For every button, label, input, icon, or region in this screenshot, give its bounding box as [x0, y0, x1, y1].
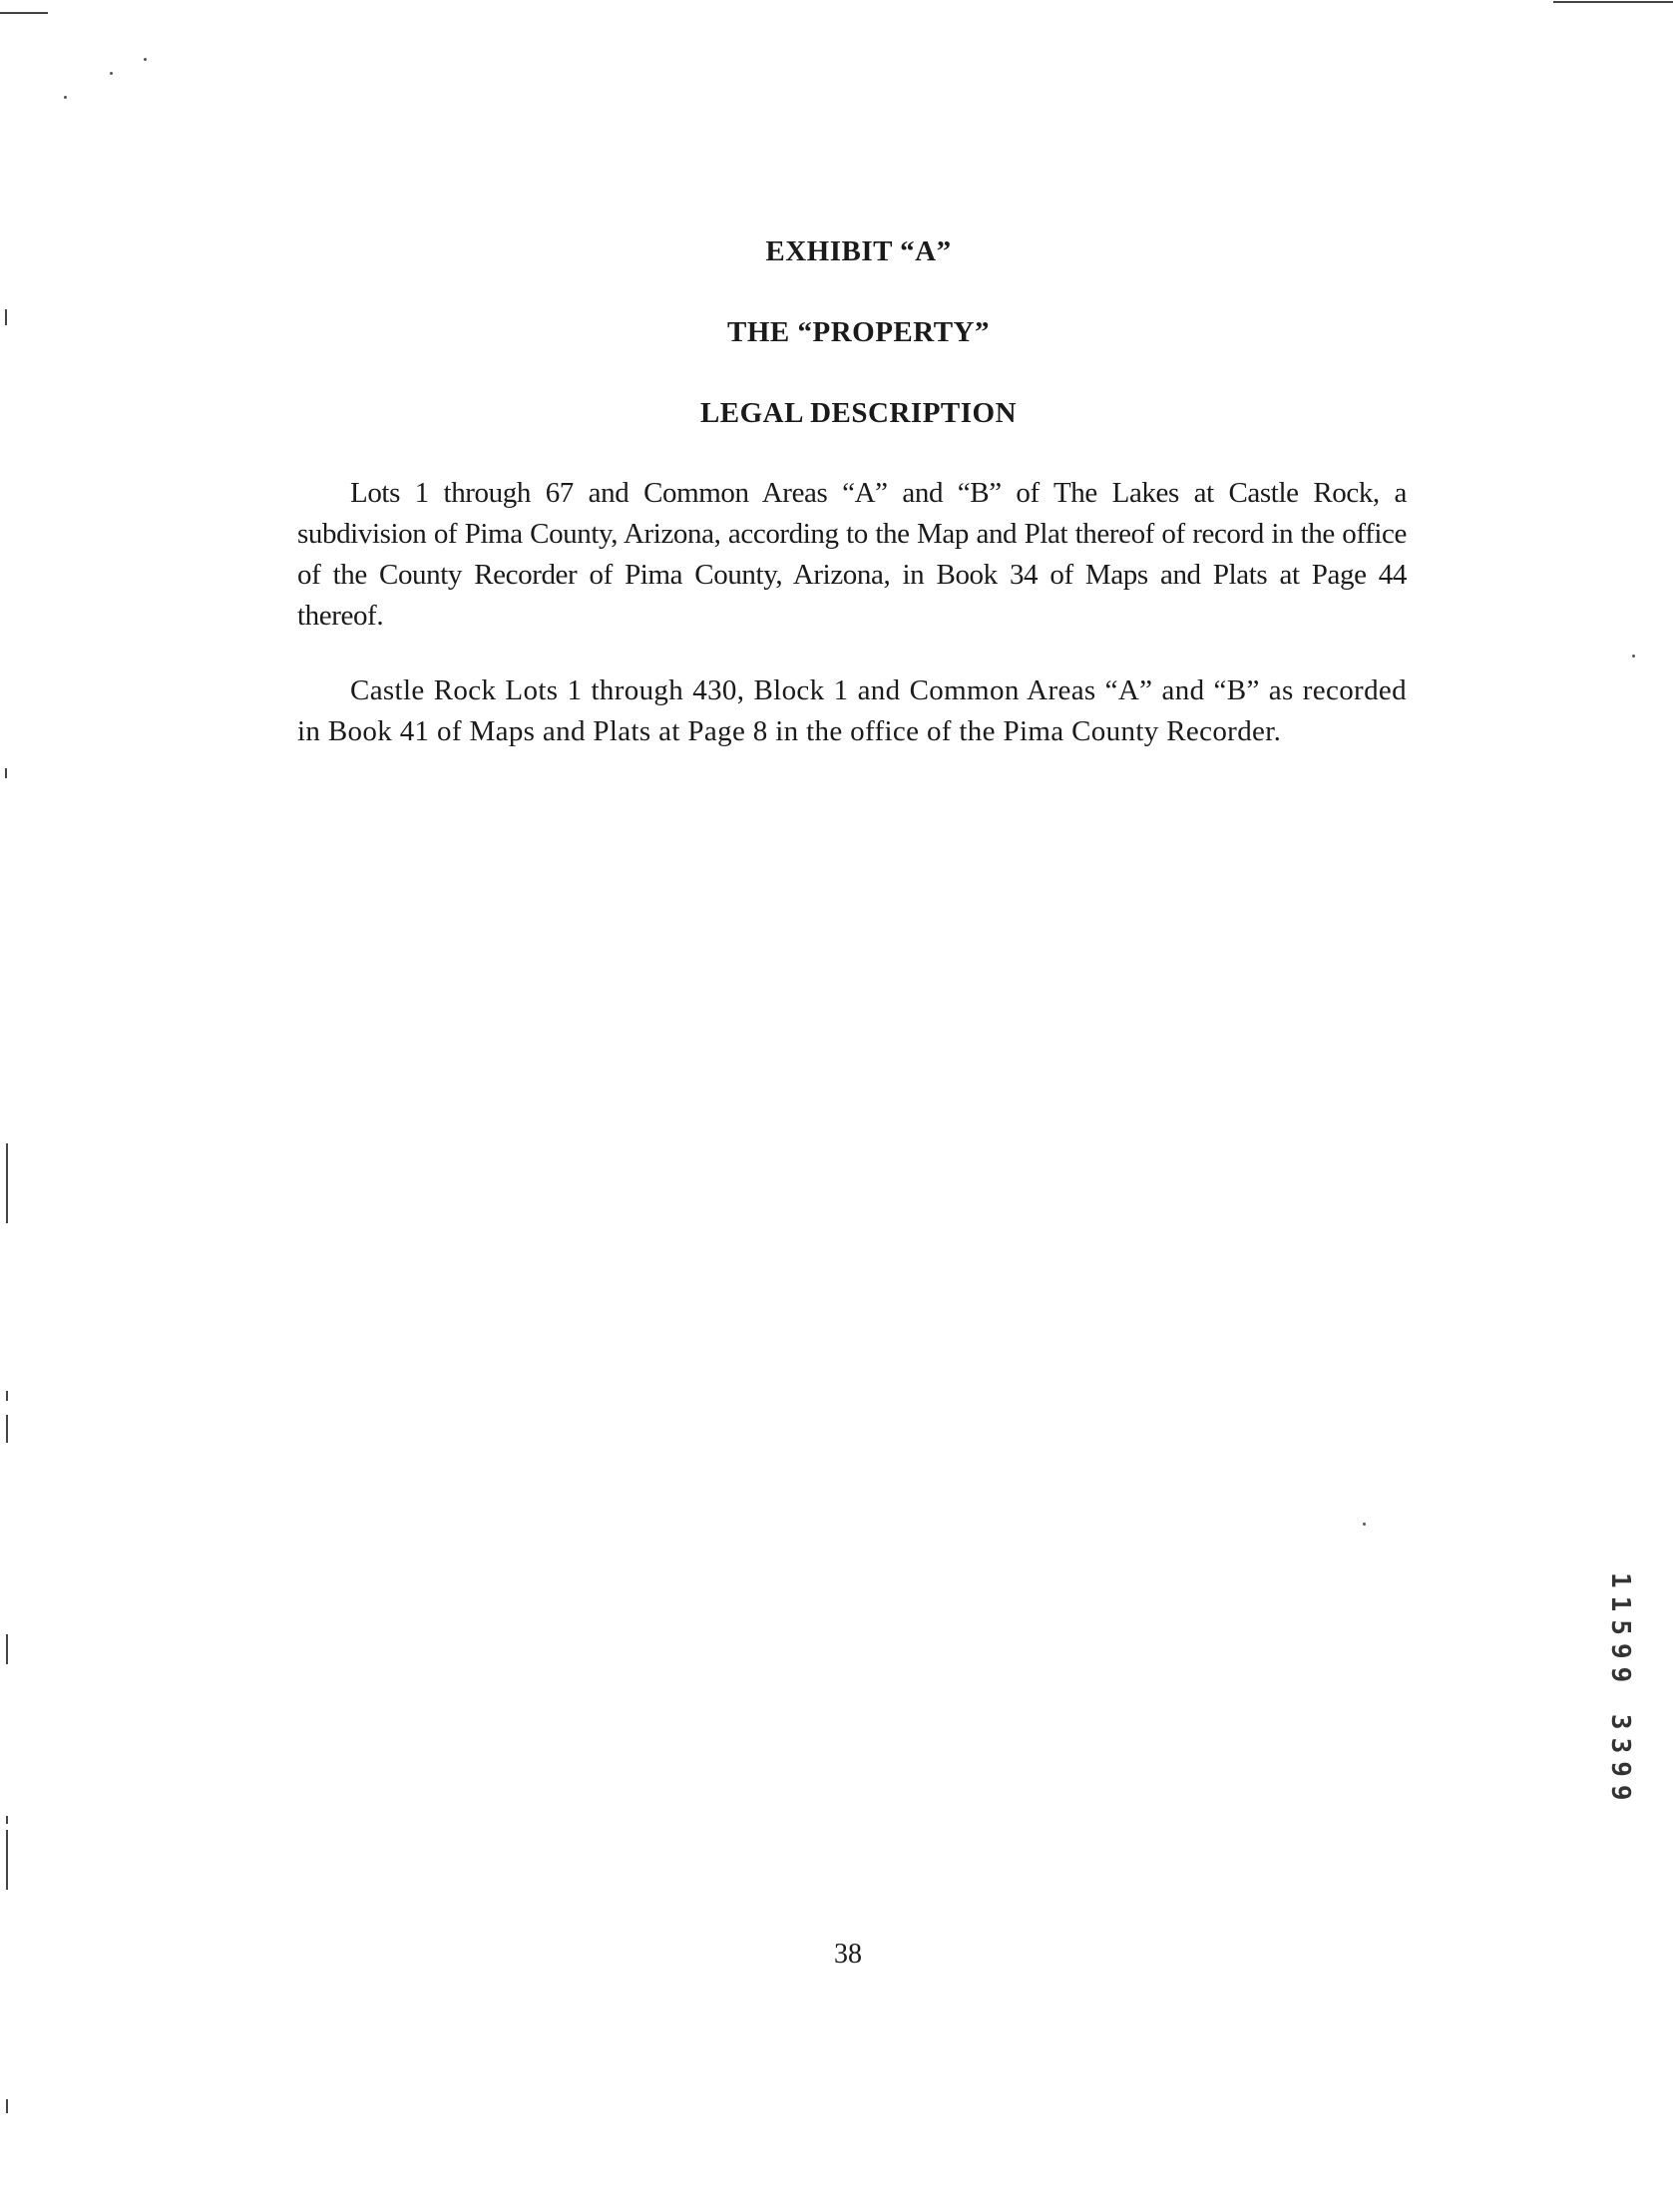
scan-speck	[1363, 1523, 1366, 1526]
scan-mark-left-margin	[6, 1634, 8, 1664]
recording-stamp: 11599 3399	[1605, 1572, 1635, 1809]
legal-description-heading: LEGAL DESCRIPTION	[699, 397, 1018, 429]
legal-description-paragraph-1: Lots 1 through 67 and Common Areas “A” and “B” of The Lakes at Castle Rock, a subdivision of Pima County, Arizona, according to the Map and Plat thereof of record in the office of the County Recorder of Pima County, Arizona, in Book 34 of Maps and Plats at Page 44 thereof.	[297, 477, 1407, 632]
scan-speck	[64, 96, 67, 99]
scan-mark-top-right	[1553, 1, 1673, 3]
scan-mark-left-margin	[6, 2099, 8, 2113]
exhibit-heading: EXHIBIT “A”	[765, 235, 952, 267]
scan-mark-left-margin	[6, 1391, 8, 1401]
scan-mark-top-left	[0, 12, 48, 14]
scan-speck	[110, 72, 113, 75]
scan-mark-left-margin	[6, 1415, 8, 1443]
page-number: 38	[834, 1939, 862, 1970]
scan-mark-left-margin	[6, 1816, 8, 1824]
scan-mark-left-margin	[5, 309, 7, 325]
scan-mark-left-margin	[6, 1830, 8, 1890]
property-heading: THE “PROPERTY”	[727, 316, 990, 348]
legal-description-paragraph-2: Castle Rock Lots 1 through 430, Block 1 and Common Areas “A” and “B” as recorded in Book 41 of Maps and Plats at Page 8 in the office of the Pima County Recorder.	[297, 674, 1407, 747]
scan-speck	[144, 58, 147, 61]
scan-mark-left-margin	[6, 1143, 8, 1223]
scan-mark-left-margin	[5, 768, 7, 778]
scan-speck	[1632, 655, 1635, 658]
